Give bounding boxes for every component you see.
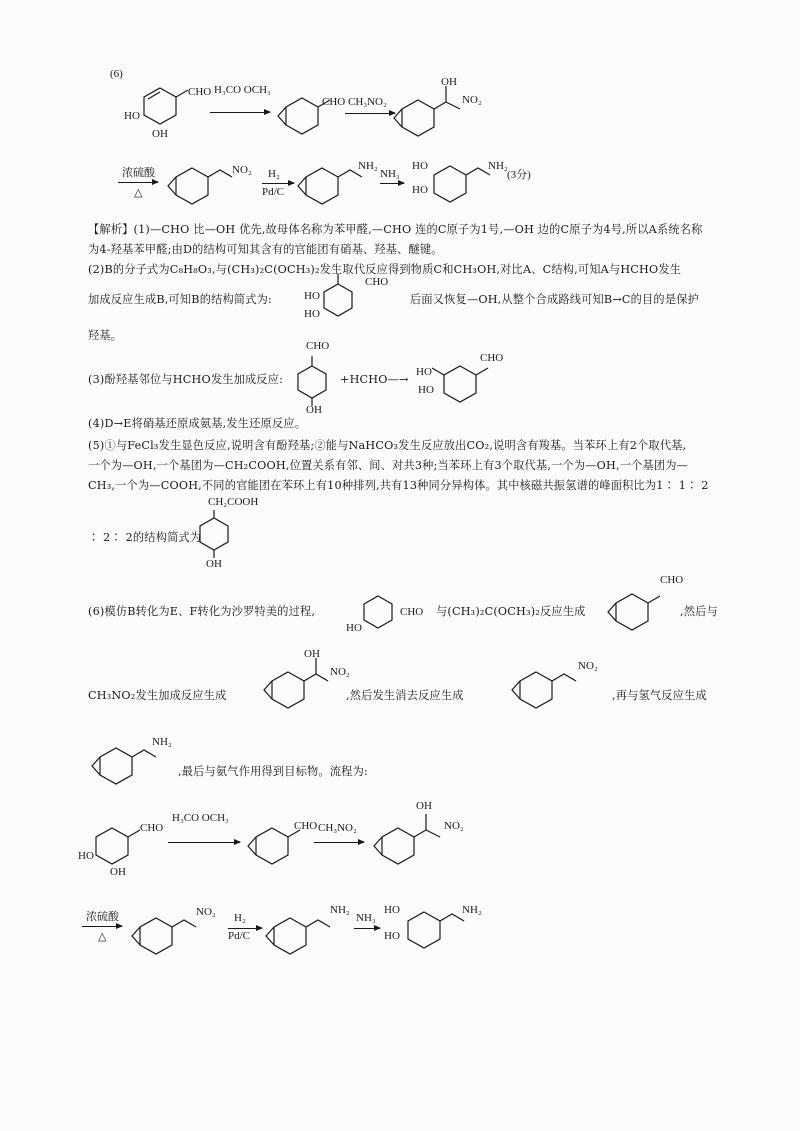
reaction-arrow xyxy=(262,183,294,184)
nh2-label: NH₂ xyxy=(358,160,378,172)
score-label: (3分) xyxy=(507,169,531,181)
no2-label: NO₂ xyxy=(232,164,252,176)
pdc-label: Pd/C xyxy=(262,186,285,198)
reagent-label: CH₃NO₂ xyxy=(318,822,357,834)
analysis-line: (3)酚羟基邻位与HCHO发生加成反应: xyxy=(88,373,284,386)
analysis-line: ∶ 2∶ 2的结构简式为 xyxy=(88,531,202,544)
heat-label: △ xyxy=(98,931,107,943)
molecule-amine-acetonide xyxy=(96,740,176,800)
analysis-line: (5)①与FeCl₃发生显色反应,说明含有酚羟基;②能与NaHCO₃发生反应放出CO₂,说明含有羧基。当苯环上有2个取代基, xyxy=(88,439,687,452)
analysis-line: ,然后与 xyxy=(680,605,718,618)
reaction-arrow xyxy=(118,182,158,183)
oh-label: OH xyxy=(152,128,168,140)
ho-label: HO xyxy=(78,850,94,862)
analysis-line: 后面又恢复—OH,从整个合成路线可知B→C的目的是保护 xyxy=(410,293,699,306)
no2-label: NO₂ xyxy=(444,820,464,832)
cho-label: CHO xyxy=(660,574,684,586)
h2-label: H₂ xyxy=(268,168,280,180)
molecule-b-product xyxy=(440,358,510,408)
nh2-label: NH₂ xyxy=(330,904,350,916)
h2-label: H₂ xyxy=(234,912,246,924)
reagent-label: H₃CO OCH₃ xyxy=(214,84,271,96)
cho-label: CHO xyxy=(480,352,504,364)
ho-label: HO xyxy=(412,160,428,172)
analysis-line: ,再与氢气反应生成 xyxy=(612,689,707,702)
reaction-arrow xyxy=(345,113,395,114)
molecule-nitrostyrene xyxy=(136,910,216,970)
conc-acid-label: 浓硫酸 xyxy=(122,167,155,179)
analysis-line: ,然后发生消去反应生成 xyxy=(346,689,464,702)
analysis-line: (2)B的分子式为C₈H₈O₃,与(CH₃)₂C(OCH₃)₂发生取代反应得到物质C和CH₃OH,对比A、C结构,可知A与HCHO发生 xyxy=(88,263,682,276)
ch2cooh-label: CH₂COOH xyxy=(208,496,259,508)
nh2-label: NH₂ xyxy=(152,736,172,748)
conc-acid-label: 浓硫酸 xyxy=(86,911,119,923)
cho-label: CHO xyxy=(140,822,164,834)
nh3-label: NH₃ xyxy=(356,912,376,924)
ho-label: HO xyxy=(412,184,428,196)
molecule-c xyxy=(612,586,682,646)
reaction-arrow xyxy=(168,842,240,843)
ho-label: HO xyxy=(384,930,400,942)
oh-label: OH xyxy=(441,76,457,88)
analysis-line: 【解析】(1)—CHO 比—OH 优先,故母体名称为苯甲醛,—CHO 连的C原子为1号,—OH 边的C原子为4号,所以A系统名称 xyxy=(88,223,703,236)
analysis-line: 为4-羟基苯甲醛;由D的结构可知其含有的官能团有硝基、羟基、醚键。 xyxy=(88,243,443,256)
nh2-label: NH₂ xyxy=(488,160,508,172)
analysis-line: 羟基。 xyxy=(88,329,123,342)
reagent-label: CH₃NO₂ xyxy=(348,96,387,108)
cho-label: CHO xyxy=(400,606,424,618)
oh-label: OH xyxy=(206,558,222,570)
oh-label: OH xyxy=(416,800,432,812)
pdc-label: Pd/C xyxy=(228,930,251,942)
cho-label: CHO xyxy=(322,96,346,108)
analysis-line: (4)D→E将硝基还原成氨基,发生还原反应。 xyxy=(88,417,307,430)
cho-label: CHO xyxy=(306,340,330,352)
no2-label: NO₂ xyxy=(578,660,598,672)
analysis-line: ,最后与氨气作用得到目标物。流程为: xyxy=(178,765,368,778)
nh2-label: NH₂ xyxy=(462,904,482,916)
ho-label: HO xyxy=(416,366,432,378)
analysis-line: 一个为—OH,一个基团为—CH₂COOH,位置关系有邻、间、对共3种;当苯环上有3个取代基,一个为—OH,一个基团为— xyxy=(88,459,689,472)
reaction-arrow xyxy=(210,112,270,113)
no2-label: NO₂ xyxy=(462,94,482,106)
molecule-amine-acetonide xyxy=(270,910,350,970)
cho-label: CHO xyxy=(188,86,212,98)
analysis-line: CH₃NO₂发生加成反应生成 xyxy=(88,689,227,702)
oh-label: OH xyxy=(110,866,126,878)
ho-label: HO xyxy=(418,384,434,396)
ho-label: HO xyxy=(304,308,320,320)
ho-label: HO xyxy=(346,622,362,634)
nh3-label: NH₃ xyxy=(380,168,400,180)
cho-label: CHO xyxy=(294,820,318,832)
analysis-line: 与(CH₃)₂C(OCH₃)₂反应生成 xyxy=(436,605,586,618)
no2-label: NO₂ xyxy=(196,906,216,918)
oh-label: OH xyxy=(306,404,322,416)
ho-label: HO xyxy=(124,110,140,122)
analysis-line: CH₃,一个为—COOH,不同的官能团在苯环上有10种排列,共有13种同分异构体。其中核磁共振氢谱的峰面积比为1∶ 1∶ 2 xyxy=(88,479,709,492)
no2-label: NO₂ xyxy=(330,666,350,678)
cho-label: CHO xyxy=(365,276,389,288)
molecule-nitrostyrene xyxy=(516,664,606,724)
reagent-label: H₃CO OCH₃ xyxy=(172,812,229,824)
ho-label: HO xyxy=(304,290,320,302)
reaction-arrow xyxy=(82,926,122,927)
reaction-arrow xyxy=(314,842,364,843)
reaction-arrow xyxy=(228,928,262,929)
analysis-line: 加成反应生成B,可知B的结构简式为: xyxy=(88,293,272,306)
part-label: (6) xyxy=(110,68,123,80)
oh-label: OH xyxy=(304,648,320,660)
reaction-arrow xyxy=(354,928,380,929)
heat-label: △ xyxy=(134,187,143,199)
ho-label: HO xyxy=(384,904,400,916)
analysis-line: +HCHO—→ xyxy=(340,373,409,386)
analysis-line: (6)模仿B转化为E、F转化为沙罗特美的过程, xyxy=(88,605,316,618)
reaction-arrow xyxy=(380,183,404,184)
